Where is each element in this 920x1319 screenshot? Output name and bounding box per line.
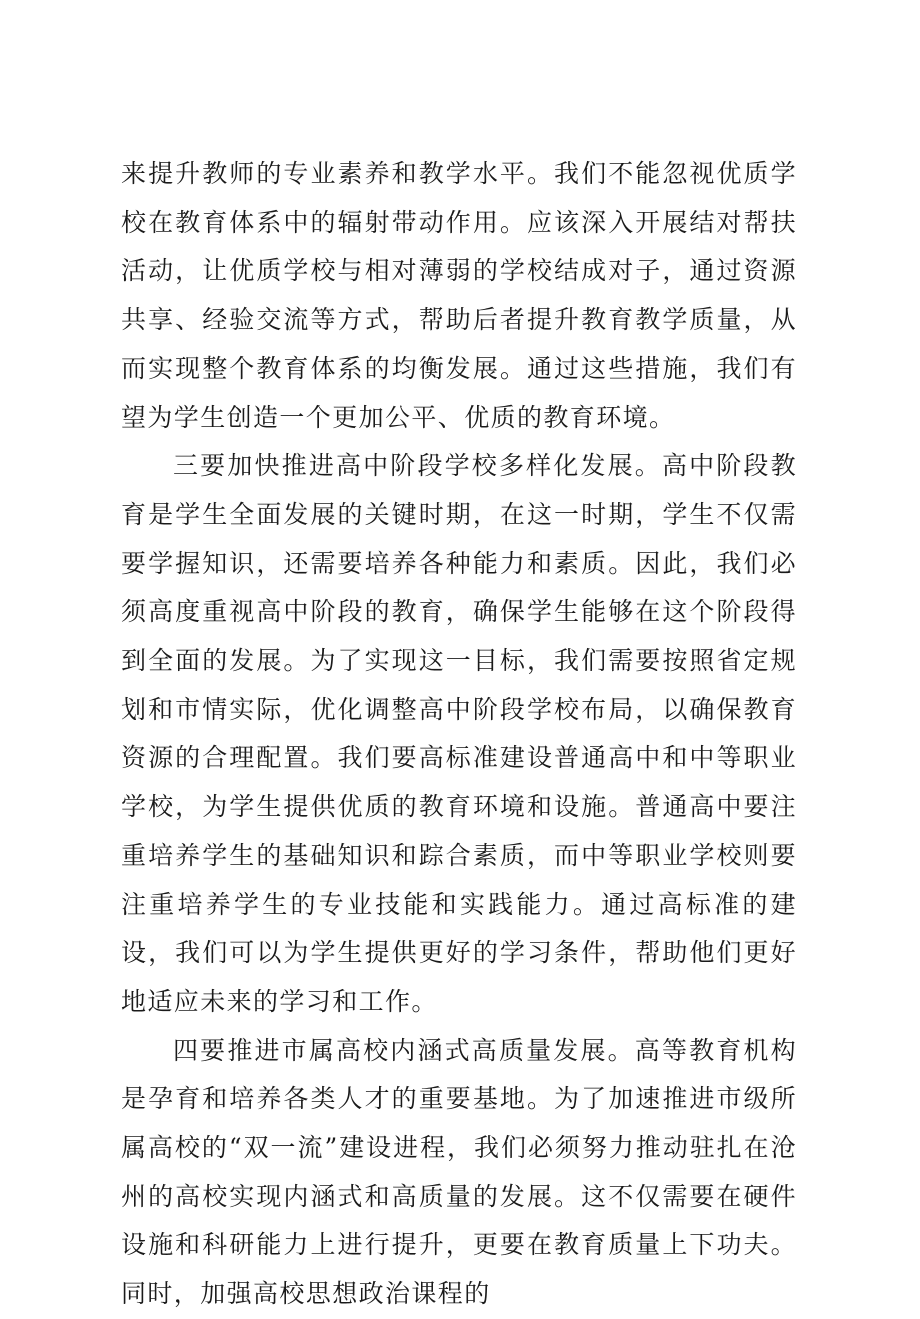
paragraph-1: 来提升教师的专业素养和教学水平。我们不能忽视优质学校在教育体系中的辐射带动作用。应该深入开展结对帮扶活动，让优质学校与相对薄弱的学校结成对子，通过资源共享、经验交流等方式，帮助后者提升教育教学质量，从而实现整个教育体系的均衡发展。通过这些措施，我们有望为学生创造一个更加公平、优质的教育环境。 <box>121 159 797 432</box>
body-text <box>121 150 797 1319</box>
paragraph-3: 四要推进市属高校内涵式高质量发展。高等教育机构是孕育和培养各类人才的重要基地。为了加速推进市级所属高校的“双一流”建设进程，我们必须努力推动驻扎在沧州的高校实现内涵式和高质量的发展。这不仅需要在硬件设施和科研能力上进行提升，更要在教育质量上下功夫。同时，加强高校思想政治课程的 <box>121 1035 797 1309</box>
paragraph-2: 三要加快推进高中阶段学校多样化发展。高中阶段教育是学生全面发展的关键时期，在这一时期，学生不仅需要学握知识，还需要培养各种能力和素质。因此，我们必须高度重视高中阶段的教育，确保学生能够在这个阶段得到全面的发展。为了实现这一目标，我们需要按照省定规划和市情实际，优化调整高中阶段学校布局，以确保教育资源的合理配置。我们要高标准建设普通高中和中等职业学校，为学生提供优质的教育环境和设施。普通高中要注重培养学生的基础知识和踪合素质，而中等职业学校则要注重培养学生的专业技能和实践能力。通过高标准的建设，我们可以为学生提供更好的学习条件，帮助他们更好地适应未来的学习和工作。 <box>121 451 797 1016</box>
